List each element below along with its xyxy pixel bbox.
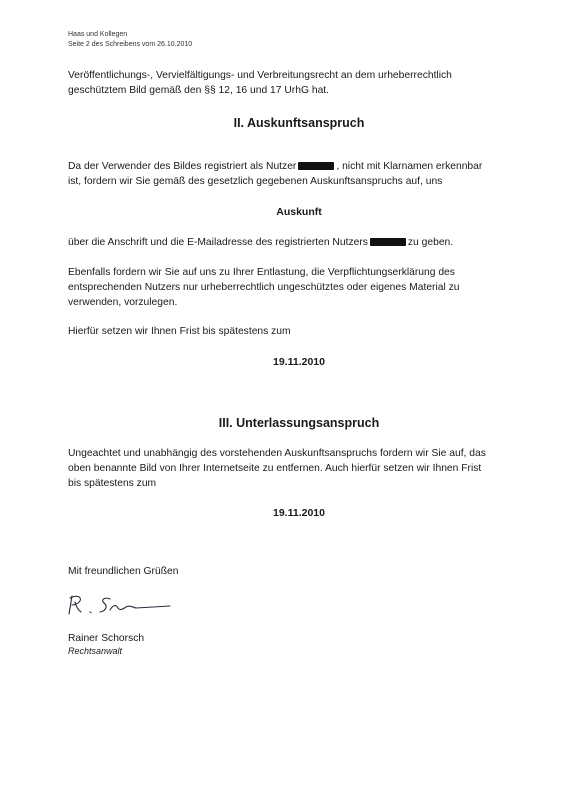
letter-header bbox=[68, 30, 192, 50]
auskunft-label: Auskunft bbox=[276, 206, 322, 218]
section3-line-1: Ungeachtet und unabhängig des vorstehenden Auskunftsanspruchs fordern wir Sie auf, das bbox=[68, 448, 486, 459]
signature-image bbox=[66, 590, 176, 620]
signer-name: Rainer Schorsch bbox=[68, 633, 145, 644]
section2-para1-line1 bbox=[68, 160, 530, 175]
para1-text-b: , nicht mit Klarnamen erkennbar bbox=[336, 161, 483, 172]
closing-greeting: Mit freundlichen Grüßen bbox=[68, 566, 179, 577]
para2-text-a: über die Anschrift und die E-Mailadresse des registrierten Nutzers bbox=[68, 237, 368, 248]
section2-heading: II. Auskunftsanspruch bbox=[233, 116, 365, 130]
para2-text-b: zu geben. bbox=[407, 237, 454, 248]
signer-title: Rechtsanwalt bbox=[68, 646, 123, 656]
intro-line-1: Veröffentlichungs-, Vervielfältigungs- und Verbreitungsrecht an dem urheberrechtlich bbox=[68, 70, 452, 81]
header-page-ref: Seite 2 des Schreibens vom 26.10.2010 bbox=[68, 41, 193, 48]
intro-line-2: geschütztem Bild gemäß den §§ 12, 16 und 17 UrhG hat. bbox=[68, 85, 330, 96]
header-firm: Haas und Kollegen bbox=[68, 31, 128, 38]
section2-deadline-text: Hierfür setzen wir Ihnen Frist bis spätestens zum bbox=[68, 326, 291, 337]
section3-line-3: bis spätestens zum bbox=[68, 478, 157, 489]
section2-deadline-date: 19.11.2010 bbox=[273, 356, 325, 368]
section2-para2 bbox=[68, 236, 530, 251]
section3-heading: III. Unterlassungsanspruch bbox=[218, 416, 380, 430]
section2-para3-line3: verwenden, vorzulegen. bbox=[68, 297, 178, 308]
para1-text-a: Da der Verwender des Bildes registriert als Nutzer bbox=[68, 161, 297, 172]
section3-line-2: oben benannte Bild von Ihrer Internetseite zu entfernen. Auch hierfür setzen wir Ihnen Frist bbox=[68, 463, 482, 474]
section2-para3-line1: Ebenfalls fordern wir Sie auf uns zu Ihrer Entlastung, die Verpflichtungserklärung des bbox=[68, 267, 455, 278]
redacted-username bbox=[370, 238, 406, 246]
redacted-username bbox=[298, 162, 334, 170]
section3-deadline-date: 19.11.2010 bbox=[273, 507, 325, 519]
section2-para1-line2: ist, fordern wir Sie gemäß des gesetzlich gegebenen Auskunftsanspruchs auf, uns bbox=[68, 176, 443, 187]
section2-para3-line2: entsprechenden Nutzers nur urheberrechtlich ungeschütztes oder eigenes Material zu bbox=[68, 282, 460, 293]
